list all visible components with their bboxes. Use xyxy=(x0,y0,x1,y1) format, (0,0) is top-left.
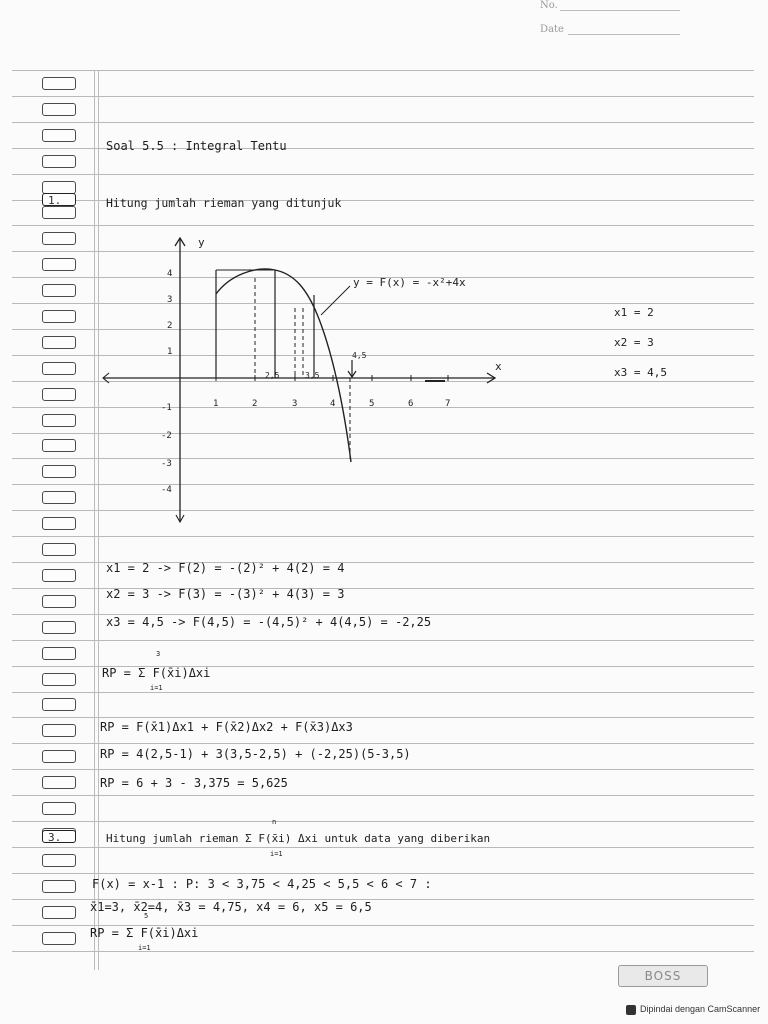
margin-box xyxy=(42,880,76,893)
margin-box xyxy=(42,414,76,427)
problem1-instruction: Hitung jumlah rieman yang ditunjuk xyxy=(106,196,342,210)
margin-box xyxy=(42,802,76,815)
p3-rp-upper: 5 xyxy=(144,912,149,920)
y-axis-label: y xyxy=(198,236,205,249)
margin-box xyxy=(42,724,76,737)
ruled-line xyxy=(12,821,754,822)
margin-box xyxy=(42,776,76,789)
point-x3: x3 = 4,5 xyxy=(614,366,667,379)
problem3-line-3: RP = Σ F(x̄i)Δxi xyxy=(90,926,199,940)
margin-box xyxy=(42,258,76,271)
ruled-line xyxy=(12,174,754,175)
ruled-line xyxy=(12,951,754,952)
ruled-line xyxy=(12,743,754,744)
y-tick-3: 3 xyxy=(167,295,173,305)
p3-sum-lower: i=1 xyxy=(270,850,283,858)
evaluation-3: x3 = 4,5 -> F(4,5) = -(4,5)² + 4(4,5) = -2,25 xyxy=(106,615,432,629)
ruled-line xyxy=(12,847,754,848)
x-tick-7: 7 xyxy=(445,399,451,409)
margin-box xyxy=(42,388,76,401)
ruled-line xyxy=(12,873,754,874)
margin-box xyxy=(42,517,76,530)
margin-box xyxy=(42,129,76,142)
work-line-3: RP = 6 + 3 - 3,375 = 5,625 xyxy=(100,776,288,790)
parabola-curve xyxy=(216,269,351,462)
problem3-instruction: Hitung jumlah rieman Σ F(x̄i) Δxi untuk data yang diberikan xyxy=(106,832,491,845)
arrow-label-4-5: 4,5 xyxy=(352,351,367,360)
margin-box xyxy=(42,465,76,478)
margin-box xyxy=(42,906,76,919)
ruled-line xyxy=(12,795,754,796)
y-tick-2: 2 xyxy=(167,321,173,331)
partition-label-2-5: 2,5 xyxy=(265,371,280,380)
brand-logo: BOSS xyxy=(618,965,708,987)
x-tick-2: 2 xyxy=(252,399,258,409)
x-tick-4: 4 xyxy=(330,399,336,409)
sum-formula: RP = Σ F(x̄i)Δxi xyxy=(102,666,211,680)
riemann-graph xyxy=(95,230,525,530)
ruled-line xyxy=(12,96,754,97)
margin-box xyxy=(42,310,76,323)
p3-rp-lower: i=1 xyxy=(138,944,151,952)
partition-label-3-5: 3,5 xyxy=(305,371,320,380)
margin-box xyxy=(42,362,76,375)
margin-box xyxy=(42,750,76,763)
margin-box xyxy=(42,569,76,582)
y-tick-neg-4: -4 xyxy=(161,485,172,495)
ruled-line xyxy=(12,692,754,693)
point-x1: x1 = 2 xyxy=(614,306,654,319)
x-tick-3: 3 xyxy=(292,399,298,409)
margin-box xyxy=(42,206,76,219)
point-x2: x2 = 3 xyxy=(614,336,654,349)
header-date-label: Date xyxy=(540,24,564,35)
page-title: Soal 5.5 : Integral Tentu xyxy=(106,139,287,153)
header-no-label: No. xyxy=(540,0,558,11)
margin-box xyxy=(42,439,76,452)
y-tick-neg-1: -1 xyxy=(161,403,172,413)
margin-box xyxy=(42,698,76,711)
ruled-line xyxy=(12,536,754,537)
sum-upper-limit: 3 xyxy=(156,650,161,658)
function-pointer-line xyxy=(321,286,350,315)
y-tick-4: 4 xyxy=(167,269,173,279)
camscanner-watermark xyxy=(626,1004,760,1015)
margin-box xyxy=(42,284,76,297)
margin-box xyxy=(42,103,76,116)
y-tick-1: 1 xyxy=(167,347,173,357)
margin-box xyxy=(42,854,76,867)
evaluation-2: x2 = 3 -> F(3) = -(3)² + 4(3) = 3 xyxy=(106,587,345,601)
problem-number-3: 3. xyxy=(42,830,76,843)
ruled-line xyxy=(12,640,754,641)
x-tick-5: 5 xyxy=(369,399,375,409)
margin-box xyxy=(42,673,76,686)
margin-box xyxy=(42,336,76,349)
margin-box xyxy=(42,232,76,245)
x-axis-label: x xyxy=(495,360,502,373)
problem3-line-1: F(x) = x-1 : P: 3 < 3,75 < 4,25 < 5,5 < 6 < 7 : xyxy=(92,877,432,891)
margin-box xyxy=(42,543,76,556)
camscanner-icon xyxy=(626,1005,636,1015)
ruled-line xyxy=(12,769,754,770)
problem3-line-2: x̄1=3, x̄2=4, x̄3 = 4,75, x4 = 6, x5 = 6,5 xyxy=(90,900,372,914)
ruled-line xyxy=(12,717,754,718)
camscanner-text: Dipindai dengan CamScanner xyxy=(640,1004,761,1014)
function-label: y = F(x) = -x²+4x xyxy=(353,276,466,289)
header-date-line xyxy=(568,34,680,35)
margin-box xyxy=(42,595,76,608)
problem-number-1: 1. xyxy=(42,193,76,206)
margin-box xyxy=(42,77,76,90)
margin-box xyxy=(42,491,76,504)
x-tick-1: 1 xyxy=(213,399,219,409)
work-line-1: RP = F(x̄1)Δx1 + F(x̄2)Δx2 + F(x̄3)Δx3 xyxy=(100,720,353,734)
y-tick-neg-2: -2 xyxy=(161,431,172,441)
evaluation-1: x1 = 2 -> F(2) = -(2)² + 4(2) = 4 xyxy=(106,561,345,575)
ruled-line xyxy=(12,70,754,71)
margin-box xyxy=(42,621,76,634)
x-tick-6: 6 xyxy=(408,399,414,409)
y-tick-neg-3: -3 xyxy=(161,459,172,469)
header-no-line xyxy=(560,10,680,11)
ruled-line xyxy=(12,225,754,226)
work-line-2: RP = 4(2,5-1) + 3(3,5-2,5) + (-2,25)(5-3,5) xyxy=(100,747,411,761)
margin-box xyxy=(42,155,76,168)
margin-box xyxy=(42,932,76,945)
ruled-line xyxy=(12,122,754,123)
p3-sum-upper: n xyxy=(272,818,277,826)
sum-lower-limit: i=1 xyxy=(150,684,163,692)
margin-box xyxy=(42,647,76,660)
